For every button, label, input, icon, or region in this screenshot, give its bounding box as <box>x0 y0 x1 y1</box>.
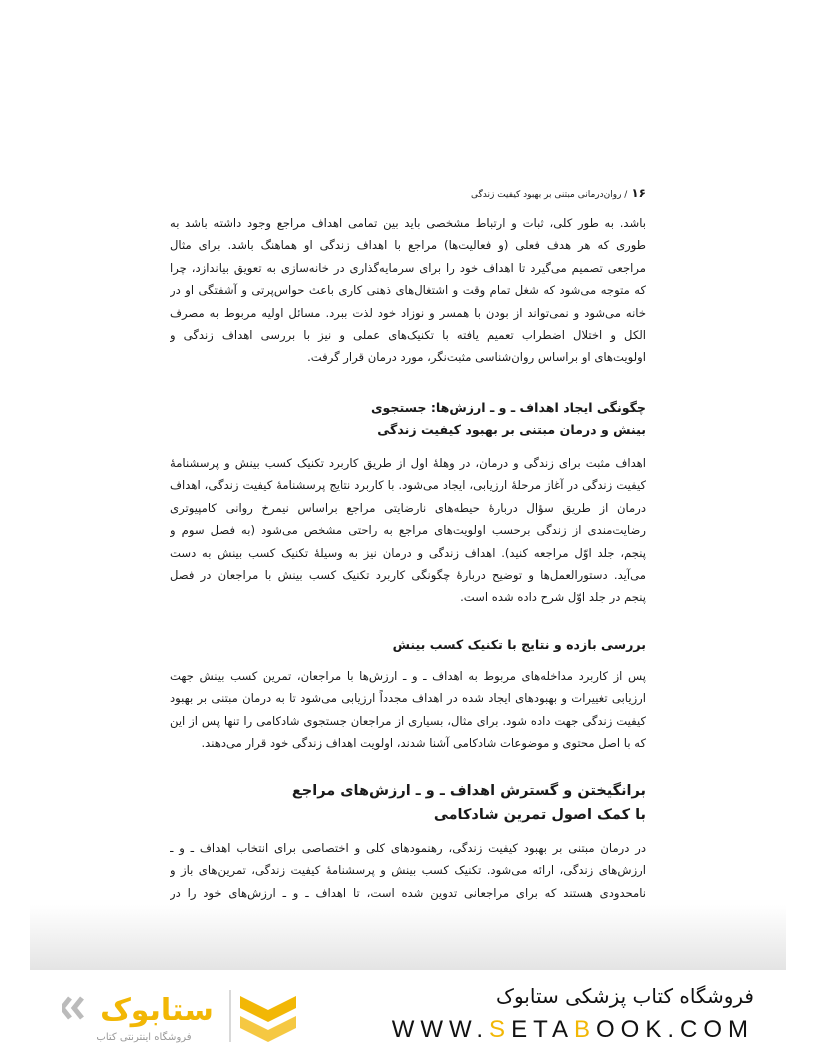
page-bottom-shadow <box>30 905 786 970</box>
text-line: می‌آید. دستورالعمل‌ها و توضیح دربارهٔ چگونگی کاربرد تکنیک کسب بینش با مراجعان در فصل <box>170 567 646 582</box>
heading-line: چگونگی ایجاد اهداف ـ و ـ ارزش‌ها: جستجوی <box>370 400 646 415</box>
paragraph-4 <box>170 837 646 904</box>
paragraph-2 <box>170 452 646 609</box>
svg-text:فروشگاه اینترنتی کتاب: فروشگاه اینترنتی کتاب <box>96 1032 192 1043</box>
text-line: نامحدودی هستند که برای مراجعانی تدوین شده است، تا اهداف ـ و ـ ارزش‌های خود را در <box>170 885 646 900</box>
text-line: الکل و اختلال اضطراب تعمیم یافته با تکنیک‌های عملی و نیز با بررسی اهداف زندگی و <box>170 327 646 342</box>
text-line: کیفیت زندگی در آغاز مرحلهٔ ارزیابی، ایجاد می‌شود. با کاربرد نتایج پرسشنامهٔ کیفیت زندگی، اهداف <box>170 478 646 493</box>
url-part: ETA <box>511 1016 574 1043</box>
text-line: اهداف مثبت برای زندگی و درمان، در وهلهٔ اول از طریق کاربرد تکنیک کسب بینش و پرسشنامهٔ <box>170 456 646 470</box>
running-head-title: / روان‌درمانی مبتنی بر بهبود کیفیت زندگی <box>470 190 628 200</box>
heading-line: برانگیختن و گسترش اهداف ـ و ـ ارزش‌های مراجع <box>291 783 646 799</box>
text-line: مراجعی تصمیم می‌گیرد تا اهداف خود را برای سرمایه‌گذاری در خانه‌سازی به تعویق بیاندازد، چرا <box>170 260 646 275</box>
url-part: WWW. <box>391 1016 490 1043</box>
section-heading-3 <box>170 779 646 827</box>
text-line: پنجم در جلد اوّل شرح داده شده است. <box>460 590 646 605</box>
paragraph-1 <box>170 212 646 369</box>
store-footer <box>0 970 816 1056</box>
text-line: در درمان مبتنی بر بهبود کیفیت زندگی، رهنمودهای کلی و اختصاصی برای انتخاب اهداف ـ و ـ <box>170 841 646 855</box>
text-line: طوری که هر هدف فعلی (و فعالیت‌ها) مراجع با اهداف زندگی او هماهنگ باشد. برای مثال <box>170 238 646 253</box>
store-url[interactable] <box>392 1016 754 1044</box>
url-accent: B <box>573 1016 596 1043</box>
text-line: رضایت‌مندی از زندگی برحسب اولویت‌های مراجع به راحتی مشخص می‌شود (به فصل سوم و <box>170 523 646 538</box>
text-line: که متوجه می‌شود که شغل تمام وقت و اشتغال‌های ذهنی کاری باعث حواس‌پرتی و آشفتگی او در <box>170 283 646 298</box>
svg-text:ستابوک: ستابوک <box>100 993 214 1028</box>
url-accent: S <box>489 1016 512 1043</box>
text-line: ارزیابی تغییرات و بهبودهای ایجاد شده در اهداف مجدداً ارزیابی می‌شود تا به درمان مبتنی بر بهبود <box>170 691 646 706</box>
text-line: که با اصل محتوی و موضوعات شادکامی آشنا شدند، اولویت اهداف زندگی خود قرار می‌دهند. <box>201 736 646 751</box>
paragraph-3 <box>170 665 646 755</box>
text-line: کیفیت زندگی جهت داده شود. برای مثال، بسیاری از مراجعان جستجوی شادکامی را تنها پس از این <box>170 713 646 728</box>
section-heading-2 <box>170 634 646 656</box>
section-heading-1 <box>170 397 646 441</box>
url-part: OOK.COM <box>595 1016 754 1043</box>
text-line: پس از کاربرد مداخله‌های مربوط به اهداف ـ و ـ ارزش‌ها با مراجعان، تمرین کسب بینش جهت <box>170 669 646 683</box>
text-line: خانه می‌شود و نمی‌تواند از بودن با همسر و نوزاد خود لذت ببرد. مسائل اولیه مربوط به مصرف <box>170 305 646 320</box>
text-line: پنجم، جلد اوّل مراجعه کنید). اهداف زندگی و درمان نیز به وسیلهٔ تکنیک کسب بینش به دست <box>170 545 646 560</box>
text-line: درمان از طریق سؤال دربارهٔ حیطه‌های نارضایتی مراجع براساس نیمرخ روانی کامپیوتری <box>170 500 646 515</box>
text-line: باشد. به طور کلی، ثبات و ارتباط مشخصی باید بین تمامی اهداف مراجع وجود داشته باشد به <box>170 216 646 230</box>
text-line: اولویت‌های او براساس روان‌شناسی مثبت‌نگر، مورد درمان قرار گرفت. <box>307 350 646 365</box>
heading-line: بررسی بازده و نتایج با تکنیک کسب بینش <box>392 637 646 652</box>
setabook-logo <box>62 984 322 1046</box>
text-line: ارزش‌های زندگی، ارائه می‌شود. تکنیک کسب بینش و پرسشنامهٔ کیفیت زندگی، تمرین‌های باز و <box>170 863 646 878</box>
running-head <box>170 186 646 200</box>
page-number: ۱۶ <box>631 186 646 200</box>
heading-line: با کمک اصول تمرین شادکامی <box>433 807 646 823</box>
logo-graphic <box>62 984 322 1046</box>
store-name: فروشگاه کتاب پزشکی ستابوک <box>496 984 754 1008</box>
heading-line: بینش و درمان مبتنی بر بهبود کیفیت زندگی <box>377 422 646 437</box>
